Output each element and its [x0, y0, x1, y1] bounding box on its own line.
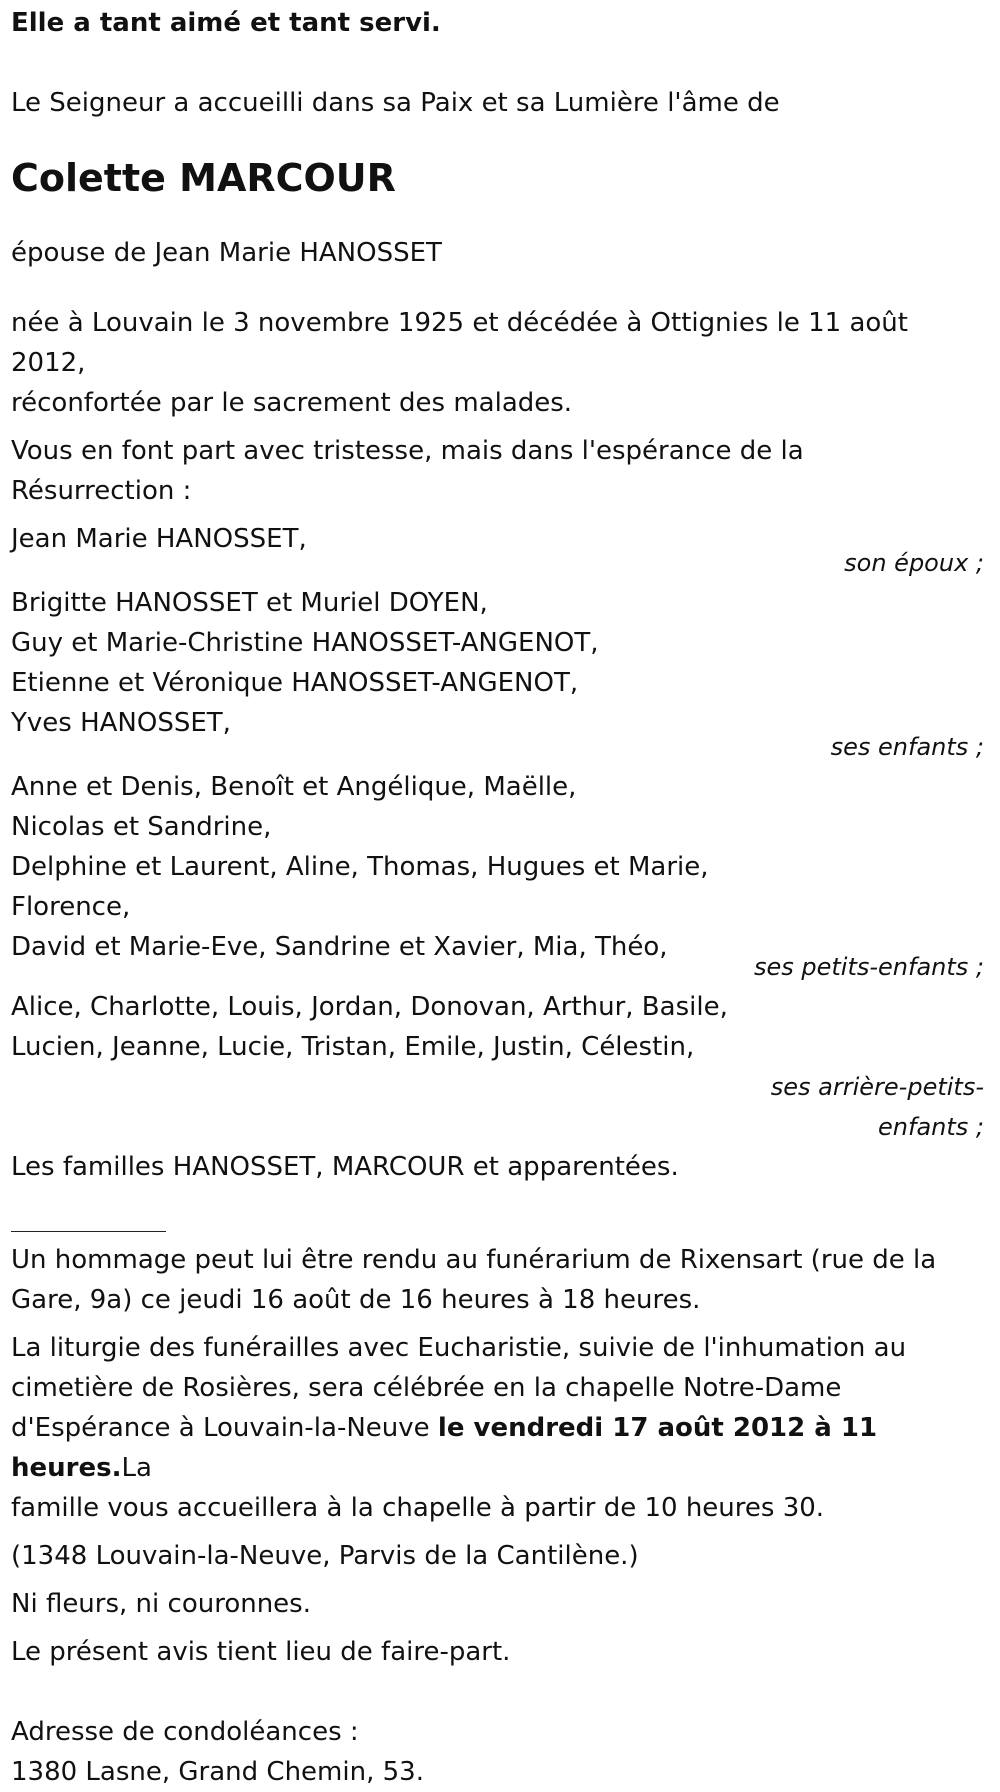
intro-line: Le Seigneur a accueilli dans sa Paix et sa Lumière l'âme de	[11, 88, 780, 118]
child-name: Etienne et Véronique HANOSSET-ANGENOT,	[11, 668, 579, 698]
great-grandchild-name: Lucien, Jeanne, Lucie, Tristan, Emile, Justin, Célestin,	[11, 1032, 695, 1062]
grandchild-name: Florence,	[11, 892, 131, 922]
no-flowers-line: Ni fleurs, ni couronnes.	[11, 1589, 311, 1619]
families-line: Les familles HANOSSET, MARCOUR et apparentées.	[11, 1152, 679, 1182]
notice-line: Le présent avis tient lieu de faire-part.	[11, 1637, 511, 1667]
grandchildren-role: ses petits-enfants ;	[753, 953, 984, 981]
deceased-name: Colette MARCOUR	[11, 156, 396, 200]
family-grandchildren-block	[11, 767, 985, 987]
spouse-line: épouse de Jean Marie HANOSSET	[11, 238, 442, 268]
family-children-block	[11, 583, 985, 767]
liturgy-line-3	[11, 1408, 985, 1488]
announcement-line-1: Vous en font part avec tristesse, mais dans l'espérance de la	[11, 436, 804, 466]
liturgy-date-time: le vendredi 17 août 2012 à 11 heures.	[11, 1413, 878, 1483]
liturgy-line-3-start: d'Espérance à Louvain-la-Neuve	[11, 1413, 438, 1443]
liturgy-line-1: La liturgie des funérailles avec Eucharistie, suivie de l'inhumation au	[11, 1333, 907, 1363]
liturgy-line-2: cimetière de Rosières, sera célébrée en la chapelle Notre-Dame	[11, 1373, 842, 1403]
announcement-line-2: Résurrection :	[11, 476, 192, 506]
spouse-role: son époux ;	[844, 549, 984, 577]
tribute-line-2: Gare, 9a) ce jeudi 16 août de 16 heures à 18 heures.	[11, 1285, 701, 1315]
grandchild-name: David et Marie-Eve, Sandrine et Xavier, Mia, Théo,	[11, 932, 668, 962]
child-name: Yves HANOSSET,	[11, 708, 231, 738]
great-grandchildren-role-1: ses arrière-petits-	[770, 1073, 984, 1101]
condolence-address: 1380 Lasne, Grand Chemin, 53.	[11, 1757, 424, 1787]
spouse-name: Jean Marie HANOSSET,	[11, 524, 307, 554]
grandchild-name: Nicolas et Sandrine,	[11, 812, 272, 842]
life-line-2: réconfortée par le sacrement des malades.	[11, 388, 573, 418]
family-great-grandchildren-block	[11, 987, 985, 1147]
tribute-line-1: Un hommage peut lui être rendu au funérarium de Rixensart (rue de la	[11, 1245, 937, 1275]
great-grandchildren-role-2: enfants ;	[878, 1113, 984, 1141]
grandchild-name: Delphine et Laurent, Aline, Thomas, Hugues et Marie,	[11, 852, 709, 882]
family-spouse-block	[11, 519, 985, 583]
life-line-1: née à Louvain le 3 novembre 1925 et décédée à Ottignies le 11 août 2012,	[11, 308, 908, 378]
tagline: Elle a tant aimé et tant servi.	[11, 8, 441, 38]
child-name: Brigitte HANOSSET et Muriel DOYEN,	[11, 588, 488, 618]
grandchild-name: Anne et Denis, Benoît et Angélique, Maëlle,	[11, 772, 577, 802]
great-grandchild-name: Alice, Charlotte, Louis, Jordan, Donovan, Arthur, Basile,	[11, 992, 728, 1022]
children-role: ses enfants ;	[830, 733, 984, 761]
chapel-address: (1348 Louvain-la-Neuve, Parvis de la Cantilène.)	[11, 1541, 639, 1571]
condolence-label: Adresse de condoléances :	[11, 1717, 359, 1747]
liturgy-line-4: famille vous accueillera à la chapelle à partir de 10 heures 30.	[11, 1493, 825, 1523]
liturgy-line-3-end: La	[121, 1453, 152, 1483]
child-name: Guy et Marie-Christine HANOSSET-ANGENOT,	[11, 628, 599, 658]
